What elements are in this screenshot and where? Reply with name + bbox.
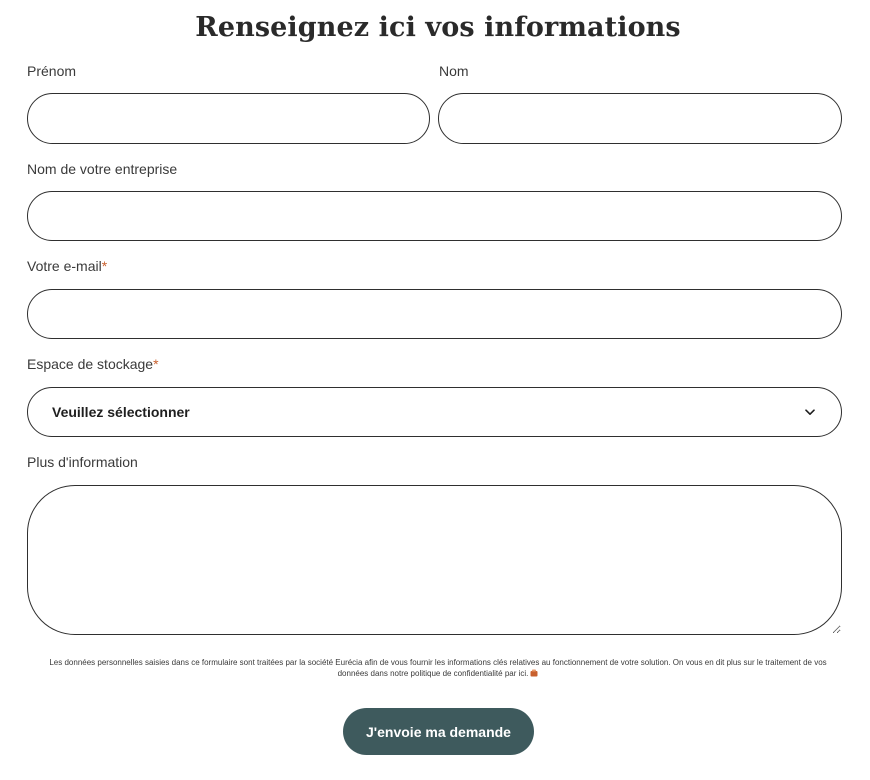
privacy-notice-text: Les données personnelles saisies dans ce formulaire sont traitées par la société Eurécia afin de vous fournir les informations clés relatives au fonctionnement de votre solution. On vous en dit plus sur le traitement de vos données dans notre politique de confidentialité par ici. xyxy=(49,658,827,678)
more-info-label-text: Plus d'information xyxy=(27,454,138,470)
first-name-input[interactable] xyxy=(27,93,430,144)
company-label-text: Nom de votre entreprise xyxy=(27,161,178,177)
first-name-label xyxy=(27,62,76,80)
company-input[interactable] xyxy=(27,191,842,241)
cookie-icon xyxy=(530,669,538,677)
last-name-label xyxy=(439,62,469,80)
more-info-label xyxy=(27,453,138,471)
company-label xyxy=(27,160,177,178)
email-label xyxy=(27,257,107,275)
chevron-down-icon xyxy=(803,405,817,419)
storage-select[interactable] xyxy=(27,387,842,437)
email-label-text: Votre e-mail xyxy=(27,258,102,274)
email-required-mark: * xyxy=(101,258,108,274)
first-name-label-text: Prénom xyxy=(27,63,77,79)
last-name-label-text: Nom xyxy=(439,63,469,79)
form-title: Renseignez ici vos informations xyxy=(195,12,681,43)
storage-label xyxy=(27,355,159,373)
storage-select-value: Veuillez sélectionner xyxy=(52,404,190,420)
email-input[interactable] xyxy=(27,289,842,339)
last-name-input[interactable] xyxy=(438,93,842,144)
storage-label-text: Espace de stockage xyxy=(27,356,154,372)
privacy-notice xyxy=(40,657,836,679)
more-info-textarea[interactable] xyxy=(27,485,842,635)
storage-required-mark: * xyxy=(153,356,159,372)
submit-button[interactable]: J'envoie ma demande xyxy=(343,708,534,755)
